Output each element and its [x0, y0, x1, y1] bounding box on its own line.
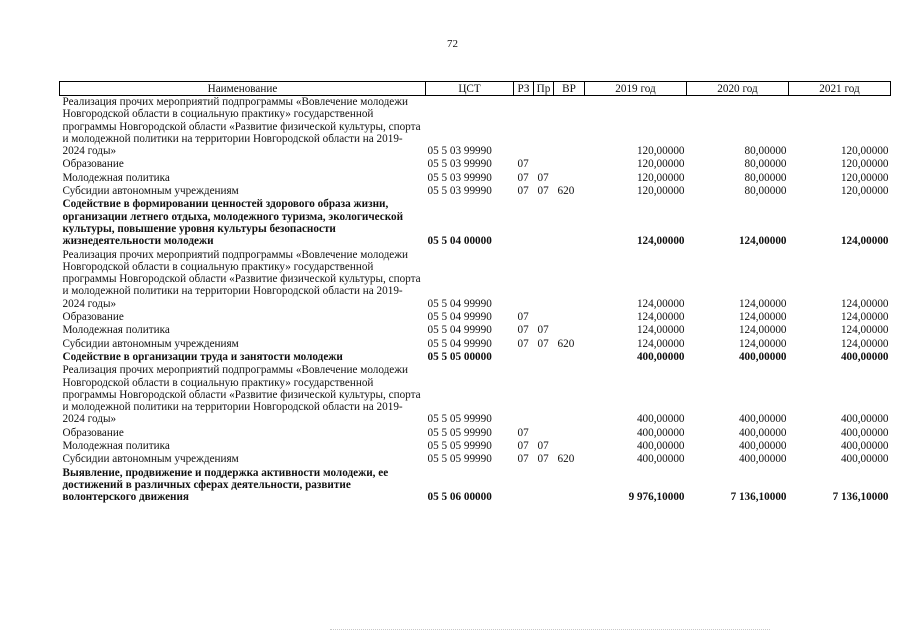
row-name: Реализация прочих мероприятий подпрограммы «Вовлечение молодежи Новгородской области в социальную практику» государственной программы Новгородской области «Развитие физической культуры, спорта и молодежной политики на территории Новгородской области на 2019-2024 годы» — [62, 96, 421, 158]
table-row — [60, 158, 891, 171]
row-amount-2020: 80,00000 — [744, 171, 787, 184]
row-pr — [534, 364, 554, 426]
row-amount-2021: 400,00000 — [840, 350, 889, 363]
row-amount-2021: 120,00000 — [840, 185, 889, 198]
row-cst: 05 5 06 00000 — [427, 491, 492, 504]
row-name: Субсидии автономным учреждениям — [62, 185, 239, 198]
row-cst: 05 5 05 00000 — [427, 350, 492, 363]
row-amount-2021: 400,00000 — [840, 453, 889, 466]
row-amount-2020: 124,00000 — [738, 297, 787, 310]
table-row — [60, 427, 891, 440]
row-rz — [514, 198, 534, 248]
row-amount-2021: 400,00000 — [840, 413, 889, 426]
row-vr — [554, 351, 585, 364]
row-cst: 05 5 04 99990 — [427, 324, 492, 337]
table-row — [60, 467, 891, 505]
row-rz: 07 — [517, 185, 529, 198]
table-row — [60, 440, 891, 453]
row-vr: 620 — [557, 337, 575, 350]
row-amount-2020: 400,00000 — [738, 350, 787, 363]
row-amount-2019: 400,00000 — [636, 350, 685, 363]
row-rz — [514, 96, 534, 159]
row-rz: 07 — [517, 158, 529, 171]
table-row — [60, 351, 891, 364]
header-vr: ВР — [554, 82, 585, 96]
row-amount-2021: 124,00000 — [840, 324, 889, 337]
row-amount-2021: 400,00000 — [840, 426, 889, 439]
row-amount-2020: 124,00000 — [738, 324, 787, 337]
row-amount-2019: 120,00000 — [636, 171, 685, 184]
row-rz: 07 — [517, 171, 529, 184]
row-amount-2019: 120,00000 — [636, 158, 685, 171]
row-amount-2019: 400,00000 — [636, 426, 685, 439]
table-row — [60, 324, 891, 337]
row-name: Реализация прочих мероприятий подпрограммы «Вовлечение молодежи Новгородской области в социальную практику» государственной программы Новгородской области «Развитие физической культуры, спорта и молодежной политики на территории Новгородской области на 2019-2024 годы» — [62, 364, 421, 426]
row-pr — [534, 311, 554, 324]
table-row — [60, 453, 891, 466]
row-pr — [534, 249, 554, 311]
header-rz: РЗ — [514, 82, 534, 96]
row-vr: 620 — [557, 185, 575, 198]
row-cst: 05 5 03 99990 — [427, 158, 492, 171]
row-vr — [554, 96, 585, 159]
row-amount-2020: 80,00000 — [744, 185, 787, 198]
row-rz — [514, 249, 534, 311]
row-amount-2020: 400,00000 — [738, 426, 787, 439]
row-amount-2019: 120,00000 — [636, 185, 685, 198]
table-body — [60, 96, 891, 505]
row-name: Молодежная политика — [62, 171, 170, 184]
row-vr — [554, 311, 585, 324]
row-cst: 05 5 04 99990 — [427, 337, 492, 350]
row-pr — [534, 158, 554, 171]
row-rz — [514, 364, 534, 426]
row-amount-2021: 400,00000 — [840, 440, 889, 453]
row-rz: 07 — [517, 426, 529, 439]
row-cst: 05 5 04 00000 — [427, 235, 492, 248]
row-pr — [534, 467, 554, 505]
row-amount-2021: 7 136,10000 — [832, 491, 889, 504]
row-pr: 07 — [537, 453, 549, 466]
row-rz — [514, 467, 534, 505]
row-amount-2020: 80,00000 — [744, 158, 787, 171]
header-2020: 2020 год — [687, 82, 789, 96]
row-name: Молодежная политика — [62, 324, 170, 337]
row-pr: 07 — [537, 185, 549, 198]
table-header-row — [60, 82, 891, 96]
row-rz: 07 — [517, 337, 529, 350]
row-amount-2020: 400,00000 — [738, 413, 787, 426]
row-rz — [514, 351, 534, 364]
row-amount-2019: 400,00000 — [636, 413, 685, 426]
row-vr — [554, 158, 585, 171]
page-number: 72 — [447, 38, 458, 50]
row-amount-2019: 400,00000 — [636, 453, 685, 466]
row-amount-2020: 400,00000 — [738, 453, 787, 466]
table-row — [60, 338, 891, 351]
row-name: Содействие в организации труда и занятости молодежи — [62, 350, 343, 363]
row-name: Образование — [62, 158, 124, 171]
row-amount-2020: 400,00000 — [738, 440, 787, 453]
table-row — [60, 198, 891, 248]
scan-artifact-line — [330, 629, 770, 631]
table-row — [60, 172, 891, 185]
row-vr — [554, 364, 585, 426]
header-2021: 2021 год — [789, 82, 891, 96]
row-rz: 07 — [517, 311, 529, 324]
row-cst: 05 5 05 99990 — [427, 440, 492, 453]
row-cst: 05 5 03 99990 — [427, 145, 492, 158]
row-pr: 07 — [537, 337, 549, 350]
row-name: Реализация прочих мероприятий подпрограммы «Вовлечение молодежи Новгородской области в социальную практику» государственной программы Новгородской области «Развитие физической культуры, спорта и молодежной политики на территории Новгородской области на 2019-2024 годы» — [62, 248, 421, 310]
row-amount-2021: 120,00000 — [840, 171, 889, 184]
row-cst: 05 5 05 99990 — [427, 426, 492, 439]
row-name: Субсидии автономным учреждениям — [62, 337, 239, 350]
row-vr — [554, 427, 585, 440]
row-amount-2019: 124,00000 — [636, 235, 685, 248]
table-row — [60, 96, 891, 159]
row-vr — [554, 324, 585, 337]
header-2019: 2019 год — [585, 82, 687, 96]
row-cst: 05 5 05 99990 — [427, 413, 492, 426]
row-amount-2020: 124,00000 — [738, 337, 787, 350]
table-row — [60, 185, 891, 198]
row-rz: 07 — [517, 324, 529, 337]
row-cst: 05 5 03 99990 — [427, 185, 492, 198]
row-pr — [534, 198, 554, 248]
row-name: Образование — [62, 311, 124, 324]
row-amount-2020: 80,00000 — [744, 145, 787, 158]
row-cst: 05 5 04 99990 — [427, 297, 492, 310]
row-vr — [554, 440, 585, 453]
table-row — [60, 249, 891, 311]
row-amount-2019: 124,00000 — [636, 337, 685, 350]
row-amount-2019: 400,00000 — [636, 440, 685, 453]
row-amount-2021: 124,00000 — [840, 337, 889, 350]
header-pr: Пр — [534, 82, 554, 96]
row-rz: 07 — [517, 440, 529, 453]
table-row — [60, 364, 891, 426]
row-pr — [534, 427, 554, 440]
row-amount-2019: 9 976,10000 — [628, 491, 685, 504]
row-name: Субсидии автономным учреждениям — [62, 453, 239, 466]
row-amount-2021: 120,00000 — [840, 158, 889, 171]
row-vr — [554, 198, 585, 248]
row-rz: 07 — [517, 453, 529, 466]
row-name: Выявление, продвижение и поддержка активности молодежи, ее достижений в различных сферах деятельности, развитие волонтерского движения — [62, 466, 389, 504]
row-pr: 07 — [537, 440, 549, 453]
row-amount-2020: 124,00000 — [738, 311, 787, 324]
row-amount-2019: 124,00000 — [636, 324, 685, 337]
row-amount-2019: 124,00000 — [636, 311, 685, 324]
header-cst: ЦСТ — [426, 82, 514, 96]
row-vr — [554, 172, 585, 185]
row-pr: 07 — [537, 324, 549, 337]
row-vr — [554, 249, 585, 311]
row-cst: 05 5 05 99990 — [427, 453, 492, 466]
row-amount-2021: 124,00000 — [840, 311, 889, 324]
row-amount-2019: 120,00000 — [636, 145, 685, 158]
row-vr — [554, 467, 585, 505]
row-amount-2019: 124,00000 — [636, 297, 685, 310]
row-name: Молодежная политика — [62, 440, 170, 453]
row-pr: 07 — [537, 171, 549, 184]
row-vr: 620 — [557, 453, 575, 466]
row-cst: 05 5 04 99990 — [427, 311, 492, 324]
row-pr — [534, 351, 554, 364]
budget-table — [59, 81, 891, 505]
row-cst: 05 5 03 99990 — [427, 171, 492, 184]
row-amount-2021: 124,00000 — [840, 297, 889, 310]
row-pr — [534, 96, 554, 159]
row-amount-2021: 120,00000 — [840, 145, 889, 158]
row-name: Содействие в формировании ценностей здорового образа жизни, организации летнего отдыха, молодежного туризма, экологической культуры, повышение уровня культуры безопасности жизнедеятельности молодежи — [62, 198, 404, 248]
row-amount-2020: 7 136,10000 — [730, 491, 787, 504]
table-row — [60, 311, 891, 324]
header-name: Наименование — [60, 82, 426, 96]
row-name: Образование — [62, 426, 124, 439]
row-amount-2021: 124,00000 — [840, 235, 889, 248]
row-amount-2020: 124,00000 — [738, 235, 787, 248]
